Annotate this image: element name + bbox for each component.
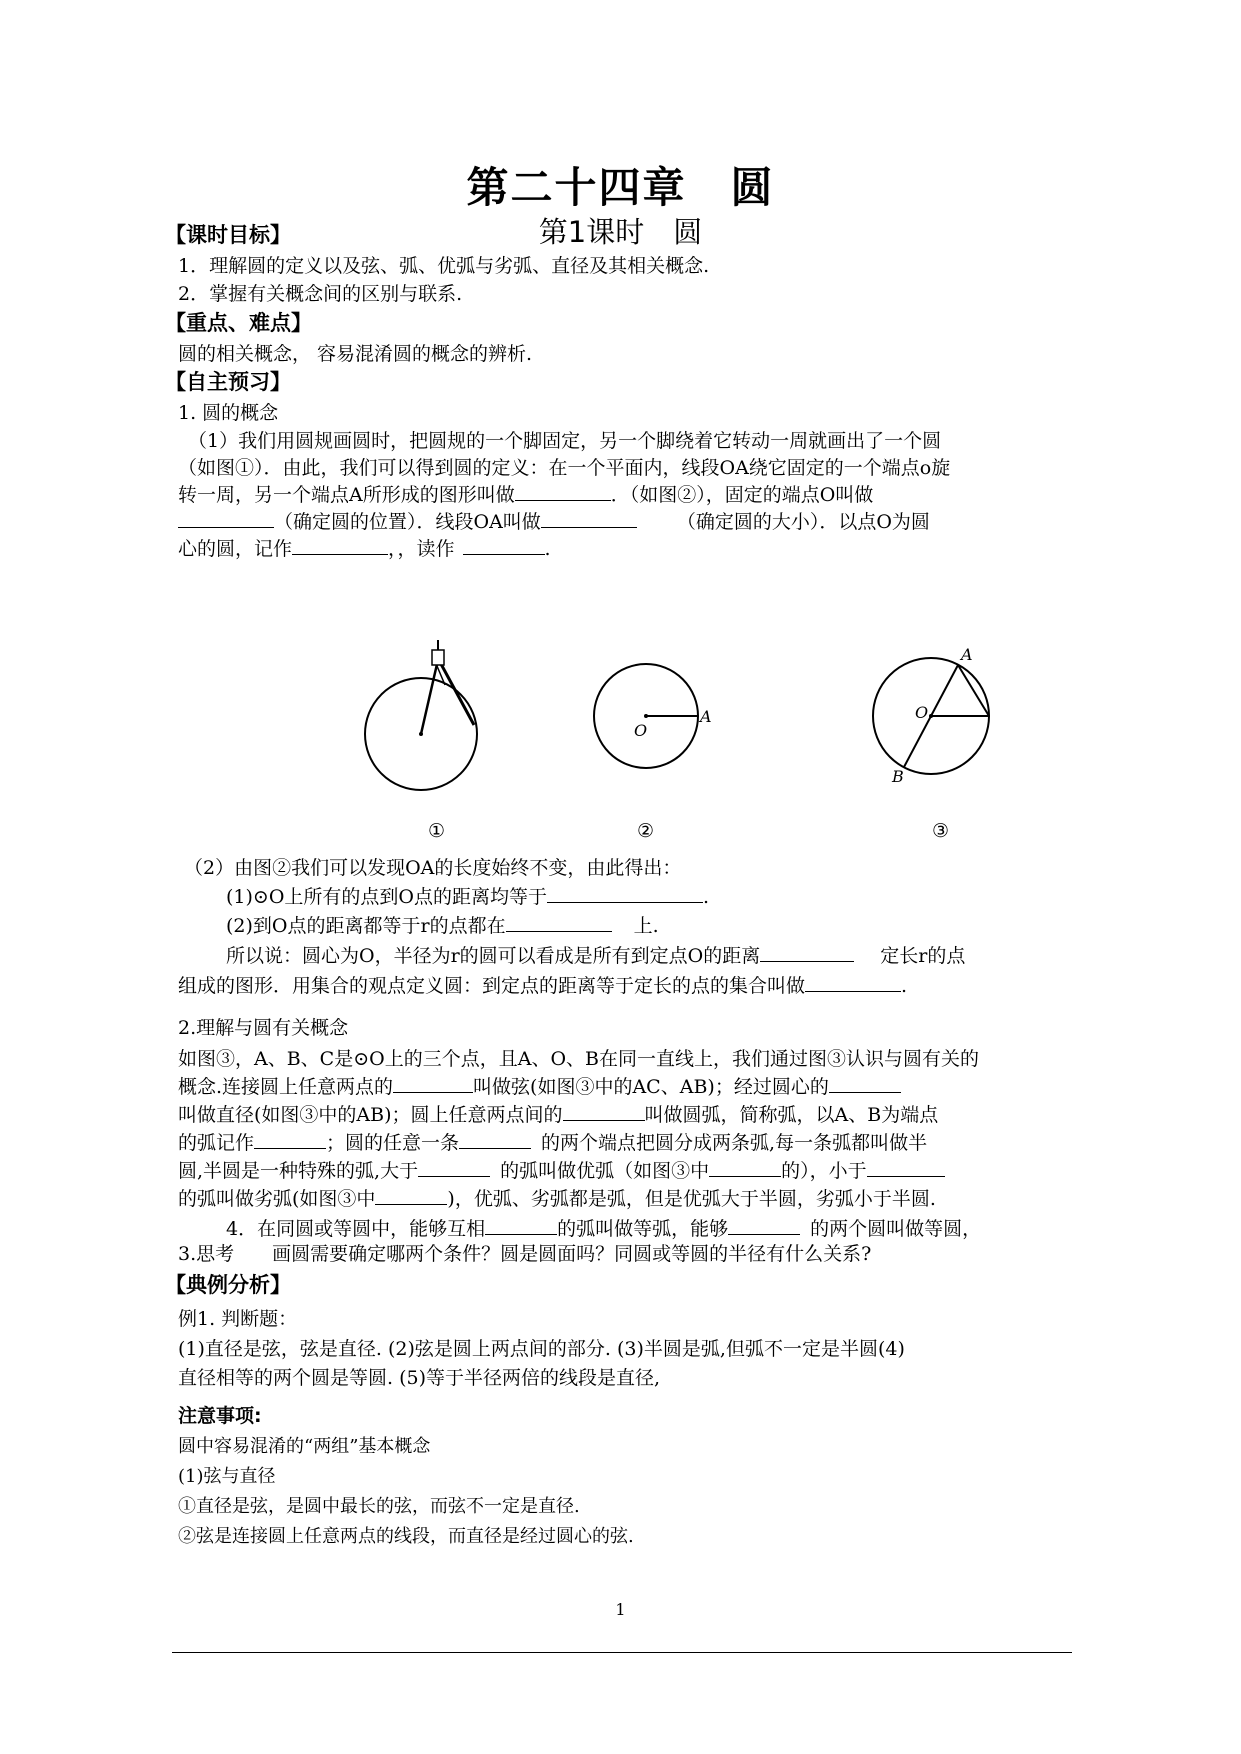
fill-blank[interactable] bbox=[709, 1158, 781, 1177]
text-segment: 定长r的点 bbox=[880, 945, 966, 967]
section-goals-heading: 【课时目标】 bbox=[165, 223, 291, 247]
point-label-a: A bbox=[700, 707, 712, 726]
text-segment: 的两个端点把圆分成两条弧,每一条弧都叫做半 bbox=[541, 1132, 928, 1154]
concept-line-6 bbox=[178, 1186, 936, 1212]
text-segment: (1)⊙O上所有的点到O点的距离均等于 bbox=[226, 886, 547, 908]
fill-blank[interactable] bbox=[463, 536, 545, 555]
fill-blank[interactable] bbox=[375, 1186, 447, 1205]
point-label-b: B bbox=[892, 767, 904, 786]
figure-3-circle-diameter bbox=[868, 646, 998, 786]
preview-item-3: 3.思考 画圆需要确定哪两个条件？圆是圆面吗？同圆或等圆的半径有什么关系? bbox=[178, 1243, 872, 1265]
fill-blank[interactable] bbox=[418, 1158, 490, 1177]
point-label-o: O bbox=[915, 703, 929, 722]
text-segment: 叫做圆弧，简称弧，以A、B为端点 bbox=[644, 1104, 939, 1126]
section-keypoints-heading: 【重点、难点】 bbox=[165, 311, 312, 335]
text-segment: ．（如图②），固定的端点O叫做 bbox=[610, 484, 874, 506]
figure-label-2: ② bbox=[637, 820, 655, 842]
fill-blank[interactable] bbox=[867, 1158, 945, 1177]
fill-blank[interactable] bbox=[459, 1130, 531, 1149]
text-segment: 的），小于 bbox=[781, 1160, 867, 1182]
page-number: 1 bbox=[615, 1600, 626, 1619]
text-segment: 叫做弦(如图③中的AC、AB)；经过圆心的 bbox=[473, 1076, 829, 1098]
text-segment: . bbox=[901, 975, 908, 997]
text-segment: 叫做直径(如图③中的AB)；圆上任意两点间的 bbox=[178, 1104, 563, 1126]
fill-blank[interactable] bbox=[760, 943, 854, 962]
preview-item-2: 2.理解与圆有关概念 bbox=[178, 1017, 349, 1039]
concept-line-7 bbox=[226, 1216, 981, 1242]
figure-label-3: ③ bbox=[932, 820, 950, 842]
fill-blank[interactable] bbox=[563, 1102, 645, 1121]
text-segment: 的两个圆叫做等圆， bbox=[810, 1218, 982, 1240]
notes-heading: 注意事项: bbox=[178, 1405, 262, 1427]
text-segment: 圆,半圆是一种特殊的弧,大于 bbox=[178, 1160, 419, 1182]
preview-p1-line-5: 心的圆，记作 ，，读作 . bbox=[178, 538, 551, 560]
figure-2-circle-radius bbox=[588, 658, 718, 778]
concept-line-1: 如图③，A、B、C是⊙O上的三个点，且A、O、B在同一直线上，我们通过图③认识与圆有关的 bbox=[178, 1048, 979, 1070]
fill-blank[interactable] bbox=[547, 884, 703, 903]
text-segment: 概念.连接圆上任意两点的 bbox=[178, 1076, 394, 1098]
keypoints-text: 圆的相关概念， 容易混淆圆的概念的辨析. bbox=[178, 343, 533, 365]
text-segment: 心的圆，记作 bbox=[178, 538, 293, 560]
fill-blank[interactable] bbox=[485, 1216, 557, 1235]
text-segment: . bbox=[544, 538, 551, 560]
fill-blank[interactable] bbox=[541, 509, 637, 528]
notes-line-2: (1)弦与直径 bbox=[178, 1466, 276, 1487]
text-segment: 的弧记作 bbox=[178, 1132, 255, 1154]
preview-p1-line-2: （如图①）．由此，我们可以得到圆的定义：在一个平面内，线段OA绕它固定的一个端点o旋 bbox=[178, 457, 951, 479]
figure-label-1: ① bbox=[428, 820, 446, 842]
concept-line-3 bbox=[178, 1102, 938, 1128]
text-segment: （确定圆的位置）．线段OA叫做 bbox=[274, 511, 541, 533]
text-segment: )，优弧、劣弧都是弧，但是优弧大于半圆，劣弧小于半圆. bbox=[447, 1188, 936, 1210]
text-segment: 转一周，另一个端点A所形成的图形叫做 bbox=[178, 484, 515, 506]
fill-blank[interactable] bbox=[829, 1074, 901, 1093]
fill-blank[interactable] bbox=[178, 509, 274, 528]
text-segment: (2)到O点的距离都等于r的点都在 bbox=[226, 915, 506, 937]
example-line-2: 直径相等的两个圆是等圆. (5)等于半径两倍的线段是直径, bbox=[178, 1367, 661, 1389]
example-title: 例1. 判断题： bbox=[178, 1308, 298, 1330]
preview-p1-line-3 bbox=[178, 482, 873, 508]
preview-p1-line-4 bbox=[178, 509, 930, 535]
text-segment: 所以说：圆心为O，半径为r的圆可以看成是所有到定点O的距离 bbox=[226, 945, 761, 967]
concept-line-2 bbox=[178, 1074, 901, 1100]
text-segment: 组成的图形．用集合的观点定义圆：到定点的距离等于定长的点的集合叫做 bbox=[178, 975, 806, 997]
preview-item-1: 1. 圆的概念 bbox=[178, 402, 279, 424]
preview-p2-line-1 bbox=[226, 884, 709, 910]
fill-blank[interactable] bbox=[805, 973, 901, 992]
preview-p2-intro: （2）由图②我们可以发现OA的长度始终不变，由此得出： bbox=[184, 857, 682, 879]
fill-blank[interactable] bbox=[254, 1130, 326, 1149]
text-segment: ；圆的任意一条 bbox=[326, 1132, 460, 1154]
preview-p2-line-2 bbox=[226, 913, 659, 939]
text-segment: 的弧叫做优弧（如图③中 bbox=[500, 1160, 710, 1182]
point-label-a: A bbox=[961, 646, 973, 664]
goal-1: 1．理解圆的定义以及弦、弧、优弧与劣弧、直径及其相关概念. bbox=[178, 255, 710, 277]
fill-blank[interactable] bbox=[515, 482, 611, 501]
preview-p1-line-1: （1）我们用圆规画圆时，把圆规的一个脚固定，另一个脚绕着它转动一周就画出了一个圆 bbox=[188, 430, 942, 452]
text-segment: 上. bbox=[633, 915, 659, 937]
text-segment: 的弧叫做等弧，能够 bbox=[557, 1218, 729, 1240]
fill-blank[interactable] bbox=[292, 536, 388, 555]
goal-2: 2．掌握有关概念间的区别与联系. bbox=[178, 283, 463, 305]
section-preview-heading: 【自主预习】 bbox=[165, 370, 291, 394]
fill-blank[interactable] bbox=[728, 1216, 800, 1235]
fill-blank[interactable] bbox=[506, 913, 612, 932]
footer-rule bbox=[172, 1652, 1072, 1653]
figure-1-compass-circle bbox=[358, 640, 486, 800]
concept-line-5 bbox=[178, 1158, 945, 1184]
text-segment: 的弧叫做劣弧(如图③中 bbox=[178, 1188, 376, 1210]
text-segment: （确定圆的大小）．以点O为圆 bbox=[676, 511, 930, 533]
fill-blank[interactable] bbox=[393, 1074, 473, 1093]
notes-line-4: ②弦是连接圆上任意两点的线段，而直径是经过圆心的弦. bbox=[178, 1526, 634, 1547]
notes-line-1: 圆中容易混淆的“两组”基本概念 bbox=[178, 1436, 431, 1457]
text-segment: . bbox=[703, 886, 710, 908]
lesson-subtitle: 第1课时 圆 bbox=[538, 215, 703, 249]
chapter-title: 第二十四章 圆 bbox=[466, 163, 775, 212]
text-segment: ，读作 bbox=[397, 538, 455, 560]
concept-line-4 bbox=[178, 1130, 927, 1156]
example-line-1: (1)直径是弦，弦是直径. (2)弦是圆上两点间的部分. (3)半圆是弧,但弧不一定是半圆(4) bbox=[178, 1338, 905, 1360]
text-segment: 4．在同圆或等圆中，能够互相 bbox=[226, 1218, 486, 1240]
preview-p2-line-3 bbox=[226, 943, 965, 969]
notes-line-3: ①直径是弦，是圆中最长的弦，而弦不一定是直径. bbox=[178, 1496, 580, 1517]
section-examples-heading: 【典例分析】 bbox=[165, 1273, 291, 1297]
point-label-o: O bbox=[634, 721, 648, 740]
preview-p2-line-4 bbox=[178, 973, 907, 999]
